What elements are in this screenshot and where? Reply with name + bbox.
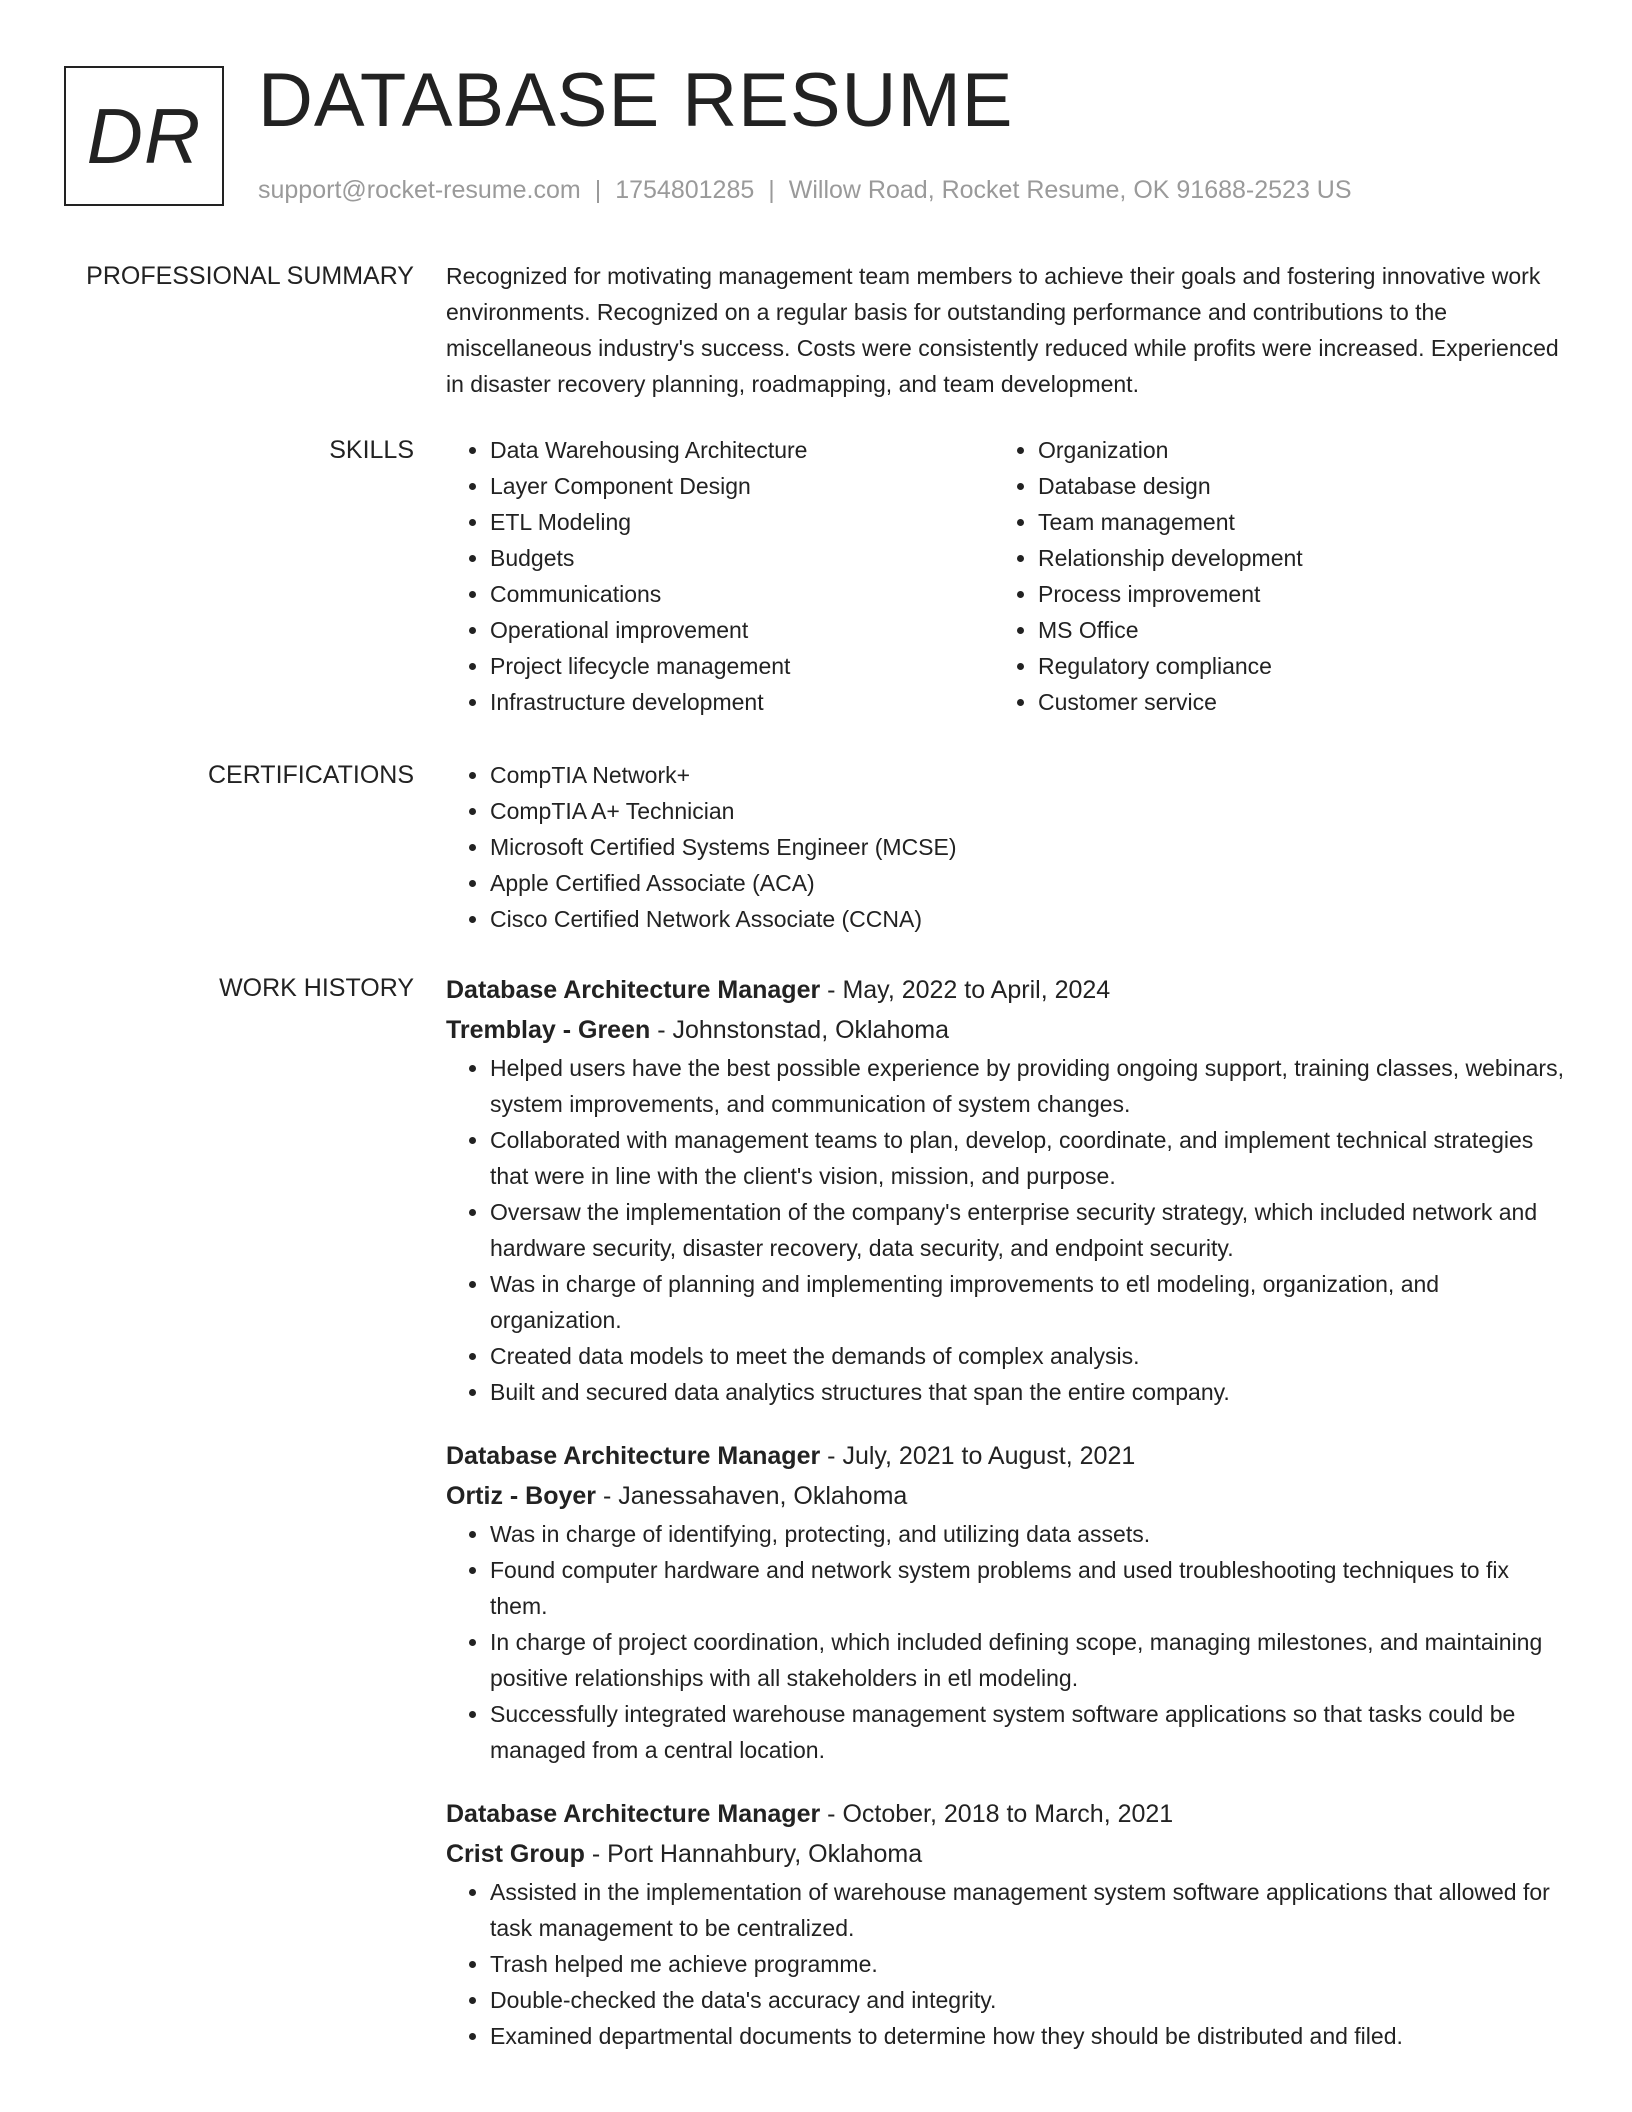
job-company: Tremblay - Green bbox=[446, 1016, 651, 1044]
job-entry bbox=[446, 1436, 1566, 1768]
job-bullet: • Assisted in the implementation of warehouse management system software applications that allowed for task management to be centralized. bbox=[490, 1874, 1566, 1946]
contact-email: support@rocket-resume.com bbox=[258, 176, 581, 204]
monogram-text: DR bbox=[86, 91, 202, 180]
job-bullet: • Built and secured data analytics structures that span the entire company. bbox=[490, 1374, 1566, 1410]
skills-title: SKILLS bbox=[329, 436, 414, 464]
skill-item: • Process improvement bbox=[1038, 576, 1542, 612]
summary-body bbox=[446, 258, 1566, 402]
work-history-body bbox=[446, 970, 1566, 2080]
resume-title: DATABASE RESUME bbox=[258, 58, 1014, 143]
job-role: Database Architecture Manager bbox=[446, 976, 821, 1004]
job-role: Database Architecture Manager bbox=[446, 1442, 821, 1470]
job-bullet: • In charge of project coordination, which included defining scope, managing milestones, and maintaining positive relationships with all stakeholders in etl modeling. bbox=[490, 1624, 1566, 1696]
job-location: - Port Hannahbury, Oklahoma bbox=[591, 1840, 923, 1868]
skill-item: • Team management bbox=[1038, 504, 1542, 540]
contact-separator: | bbox=[768, 176, 775, 204]
skills-body bbox=[446, 432, 1566, 720]
job-bullet: • Examined departmental documents to determine how they should be distributed and filed. bbox=[490, 2018, 1566, 2054]
summary-text: Recognized for motivating management team members to achieve their goals and fostering innovative work environments. Recognized on a regular basis for outstanding performance and contributions to the miscellaneous industry's success. Costs were consistently reduced while profits were increased. Experienced in disaster recovery planning, roadmapping, and team development. bbox=[446, 263, 1559, 397]
work-history-title: WORK HISTORY bbox=[219, 974, 414, 1002]
skill-item: • Regulatory compliance bbox=[1038, 648, 1542, 684]
job-title-line bbox=[446, 1794, 1566, 1834]
certification-item: • CompTIA A+ Technician bbox=[490, 793, 1566, 829]
skill-item: • Data Warehousing Architecture bbox=[490, 432, 994, 468]
certifications-title: CERTIFICATIONS bbox=[207, 761, 414, 789]
job-bullet: • Found computer hardware and network system problems and used troubleshooting techniques to fix them. bbox=[490, 1552, 1566, 1624]
job-location: - Janessahaven, Oklahoma bbox=[602, 1482, 908, 1510]
job-bullet: • Created data models to meet the demands of complex analysis. bbox=[490, 1338, 1566, 1374]
certification-item: • CompTIA Network+ bbox=[490, 757, 1566, 793]
certifications-list bbox=[446, 757, 1566, 937]
summary-title: PROFESSIONAL SUMMARY bbox=[86, 262, 414, 290]
job-title-line bbox=[446, 970, 1566, 1010]
job-company-line bbox=[446, 1834, 1566, 1874]
job-bullets bbox=[446, 1516, 1566, 1768]
contact-line bbox=[258, 174, 1352, 206]
contact-phone: 1754801285 bbox=[615, 176, 755, 204]
job-bullet: • Successfully integrated warehouse management system software applications so that tasks could be managed from a central location. bbox=[490, 1696, 1566, 1768]
certification-item: • Cisco Certified Network Associate (CCNA) bbox=[490, 901, 1566, 937]
job-role: Database Architecture Manager bbox=[446, 1800, 821, 1828]
skill-item: • Layer Component Design bbox=[490, 468, 994, 504]
job-location: - Johnstonstad, Oklahoma bbox=[657, 1016, 950, 1044]
job-dates: - May, 2022 to April, 2024 bbox=[827, 976, 1111, 1004]
job-dates: - October, 2018 to March, 2021 bbox=[827, 1800, 1174, 1828]
job-company-line bbox=[446, 1010, 1566, 1050]
skill-item: • Project lifecycle management bbox=[490, 648, 994, 684]
job-bullets bbox=[446, 1050, 1566, 1410]
job-bullet: • Helped users have the best possible experience by providing ongoing support, training classes, webinars, system improvements, and communication of system changes. bbox=[490, 1050, 1566, 1122]
skill-item: • Customer service bbox=[1038, 684, 1542, 720]
certifications-body bbox=[446, 757, 1566, 937]
skill-item: • Database design bbox=[1038, 468, 1542, 504]
contact-address: Willow Road, Rocket Resume, OK 91688-2523 US bbox=[788, 176, 1352, 204]
job-company: Crist Group bbox=[446, 1840, 585, 1868]
job-bullet: • Double-checked the data's accuracy and integrity. bbox=[490, 1982, 1566, 2018]
skill-item: • ETL Modeling bbox=[490, 504, 994, 540]
job-entry bbox=[446, 970, 1566, 1410]
job-bullet: • Collaborated with management teams to plan, develop, coordinate, and implement technical strategies that were in line with the client's vision, mission, and purpose. bbox=[490, 1122, 1566, 1194]
job-title-line bbox=[446, 1436, 1566, 1476]
job-entry bbox=[446, 1794, 1566, 2054]
job-dates: - July, 2021 to August, 2021 bbox=[827, 1442, 1136, 1470]
skills-list-right bbox=[994, 432, 1542, 720]
certification-item: • Microsoft Certified Systems Engineer (MCSE) bbox=[490, 829, 1566, 865]
monogram-badge bbox=[64, 66, 224, 206]
certification-item: • Apple Certified Associate (ACA) bbox=[490, 865, 1566, 901]
skill-item: • MS Office bbox=[1038, 612, 1542, 648]
contact-separator: | bbox=[594, 176, 602, 204]
job-bullet: • Was in charge of identifying, protecting, and utilizing data assets. bbox=[490, 1516, 1566, 1552]
job-company-line bbox=[446, 1476, 1566, 1516]
skill-item: • Communications bbox=[490, 576, 994, 612]
job-bullet: • Was in charge of planning and implementing improvements to etl modeling, organization, and organization. bbox=[490, 1266, 1566, 1338]
skill-item: • Infrastructure development bbox=[490, 684, 994, 720]
skill-item: • Budgets bbox=[490, 540, 994, 576]
skills-list-left bbox=[446, 432, 994, 720]
skill-item: • Operational improvement bbox=[490, 612, 994, 648]
job-bullets bbox=[446, 1874, 1566, 2054]
job-bullet: • Oversaw the implementation of the company's enterprise security strategy, which included network and hardware security, disaster recovery, data security, and endpoint security. bbox=[490, 1194, 1566, 1266]
skill-item: • Relationship development bbox=[1038, 540, 1542, 576]
job-company: Ortiz - Boyer bbox=[446, 1482, 597, 1510]
job-bullet: • Trash helped me achieve programme. bbox=[490, 1946, 1566, 1982]
skill-item: • Organization bbox=[1038, 432, 1542, 468]
